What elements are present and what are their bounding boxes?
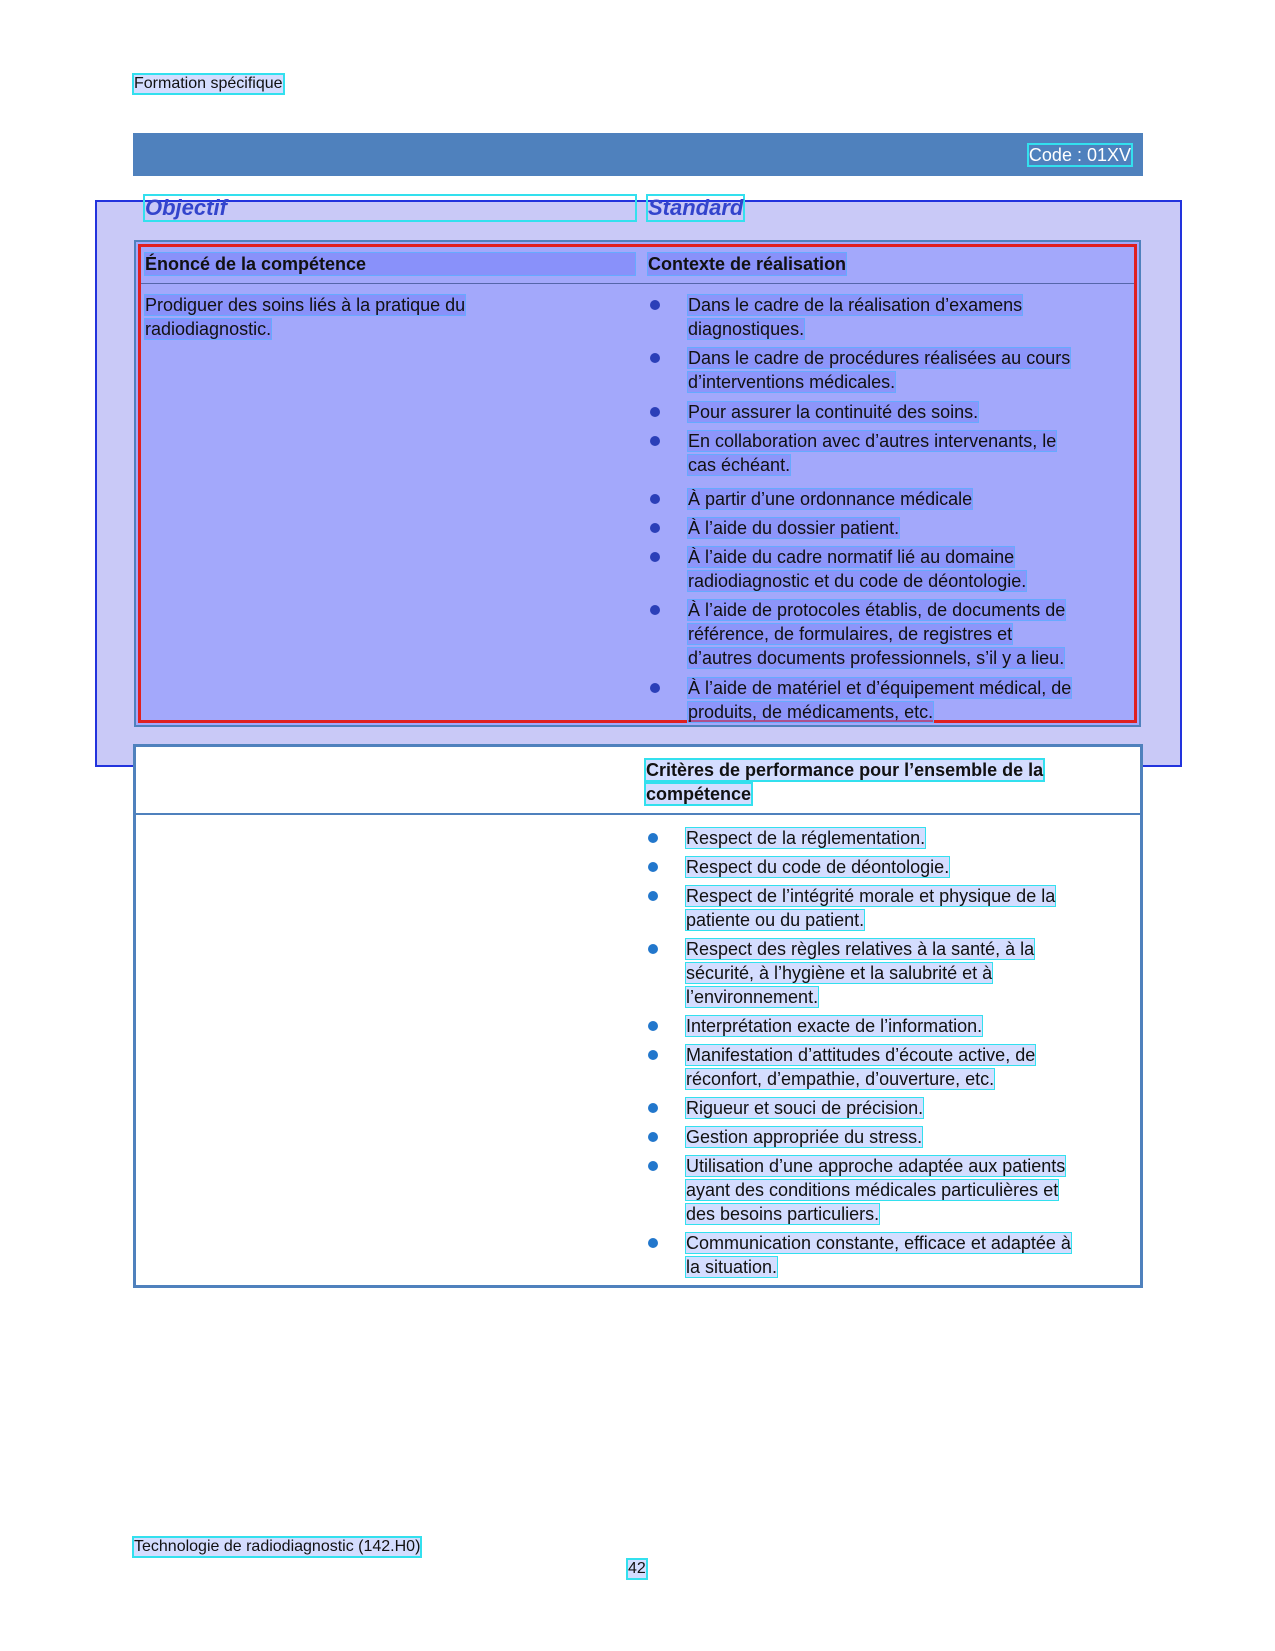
- bullet-icon: [648, 1161, 658, 1171]
- standard-title: Standard: [648, 195, 744, 220]
- criteria-header-line: compétence: [646, 784, 752, 804]
- contexte-item-line: Pour assurer la continuité des soins.: [688, 402, 979, 422]
- enonce-line: Prodiguer des soins liés à la pratique du: [145, 295, 466, 315]
- bullet-icon: [648, 1238, 658, 1248]
- competency-code: Code : 01XV: [1028, 145, 1131, 165]
- code-bar: [133, 133, 1143, 176]
- bullet-icon: [648, 862, 658, 872]
- enonce-text: [145, 293, 665, 341]
- contexte-item-line: cas échéant.: [688, 455, 791, 475]
- contexte-item-line: À l’aide de protocoles établis, de documents de: [688, 600, 1066, 620]
- bullet-icon: [648, 1103, 658, 1113]
- contexte-item-line: Dans le cadre de la réalisation d’examens: [688, 295, 1023, 315]
- running-header: Formation spécifique: [134, 75, 283, 92]
- criteria-item-line: Respect des règles relatives à la santé, à la: [686, 939, 1035, 959]
- contexte-item-line: référence, de formulaires, de registres et: [688, 624, 1013, 644]
- footer-program: Technologie de radiodiagnostic (142.H0): [134, 1538, 421, 1555]
- contexte-item-line: diagnostiques.: [688, 319, 805, 339]
- contexte-item-line: Dans le cadre de procédures réalisées au cours: [688, 348, 1071, 368]
- bullet-icon: [648, 1021, 658, 1031]
- contexte-item-line: À partir d’une ordonnance médicale: [688, 489, 973, 509]
- bullet-icon: [650, 494, 660, 504]
- criteria-item-line: patiente ou du patient.: [686, 910, 865, 930]
- criteria-header-line: Critères de performance pour l’ensemble de la: [646, 760, 1044, 780]
- criteria-item-line: réconfort, d’empathie, d’ouverture, etc.: [686, 1069, 995, 1089]
- criteria-header-divider: [136, 813, 1140, 815]
- contexte-header: Contexte de réalisation: [648, 254, 847, 274]
- criteria-item-line: Respect du code de déontologie.: [686, 857, 950, 877]
- criteria-list: [646, 826, 1136, 1286]
- contexte-item-line: radiodiagnostic et du code de déontologie.: [688, 571, 1027, 591]
- page-number: 42: [628, 1560, 646, 1577]
- criteria-item-line: Respect de l’intégrité morale et physique de la: [686, 886, 1056, 906]
- criteria-item-line: Respect de la réglementation.: [686, 828, 926, 848]
- criteria-item-line: l’environnement.: [686, 987, 819, 1007]
- bullet-icon: [648, 944, 658, 954]
- criteria-item-line: ayant des conditions médicales particulières et: [686, 1180, 1059, 1200]
- criteria-item-line: la situation.: [686, 1257, 778, 1277]
- contexte-item-line: À l’aide du cadre normatif lié au domaine: [688, 547, 1015, 567]
- criteria-item-line: Communication constante, efficace et adaptée à: [686, 1233, 1071, 1253]
- bullet-icon: [650, 523, 660, 533]
- table-header-divider: [141, 283, 1134, 284]
- bullet-icon: [650, 436, 660, 446]
- bullet-icon: [648, 1050, 658, 1060]
- contexte-item-line: À l’aide du dossier patient.: [688, 518, 900, 538]
- contexte-item-line: À l’aide de matériel et d’équipement médical, de: [688, 678, 1072, 698]
- bullet-icon: [650, 605, 660, 615]
- contexte-list: [648, 293, 1128, 723]
- contexte-item-line: produits, de médicaments, etc.: [688, 702, 934, 722]
- bullet-icon: [648, 1132, 658, 1142]
- criteria-header: [646, 758, 1106, 806]
- bullet-icon: [650, 353, 660, 363]
- enonce-header: Énoncé de la compétence: [145, 253, 635, 275]
- objectif-title: Objectif: [145, 196, 635, 220]
- contexte-item-line: En collaboration avec d’autres intervenants, le: [688, 431, 1057, 451]
- contexte-item-line: d’interventions médicales.: [688, 372, 896, 392]
- bullet-icon: [648, 891, 658, 901]
- bullet-icon: [650, 300, 660, 310]
- bullet-icon: [648, 833, 658, 843]
- criteria-item-line: Rigueur et souci de précision.: [686, 1098, 924, 1118]
- bullet-icon: [650, 552, 660, 562]
- enonce-line: radiodiagnostic.: [145, 319, 272, 339]
- criteria-item-line: Gestion appropriée du stress.: [686, 1127, 923, 1147]
- criteria-item-line: Interprétation exacte de l’information.: [686, 1016, 983, 1036]
- contexte-item-line: d’autres documents professionnels, s’il y a lieu.: [688, 648, 1065, 668]
- criteria-item-line: sécurité, à l’hygiène et la salubrité et à: [686, 963, 993, 983]
- bullet-icon: [650, 407, 660, 417]
- criteria-item-line: Utilisation d’une approche adaptée aux patients: [686, 1156, 1066, 1176]
- criteria-item-line: Manifestation d’attitudes d’écoute active, de: [686, 1045, 1036, 1065]
- criteria-item-line: des besoins particuliers.: [686, 1204, 880, 1224]
- bullet-icon: [650, 683, 660, 693]
